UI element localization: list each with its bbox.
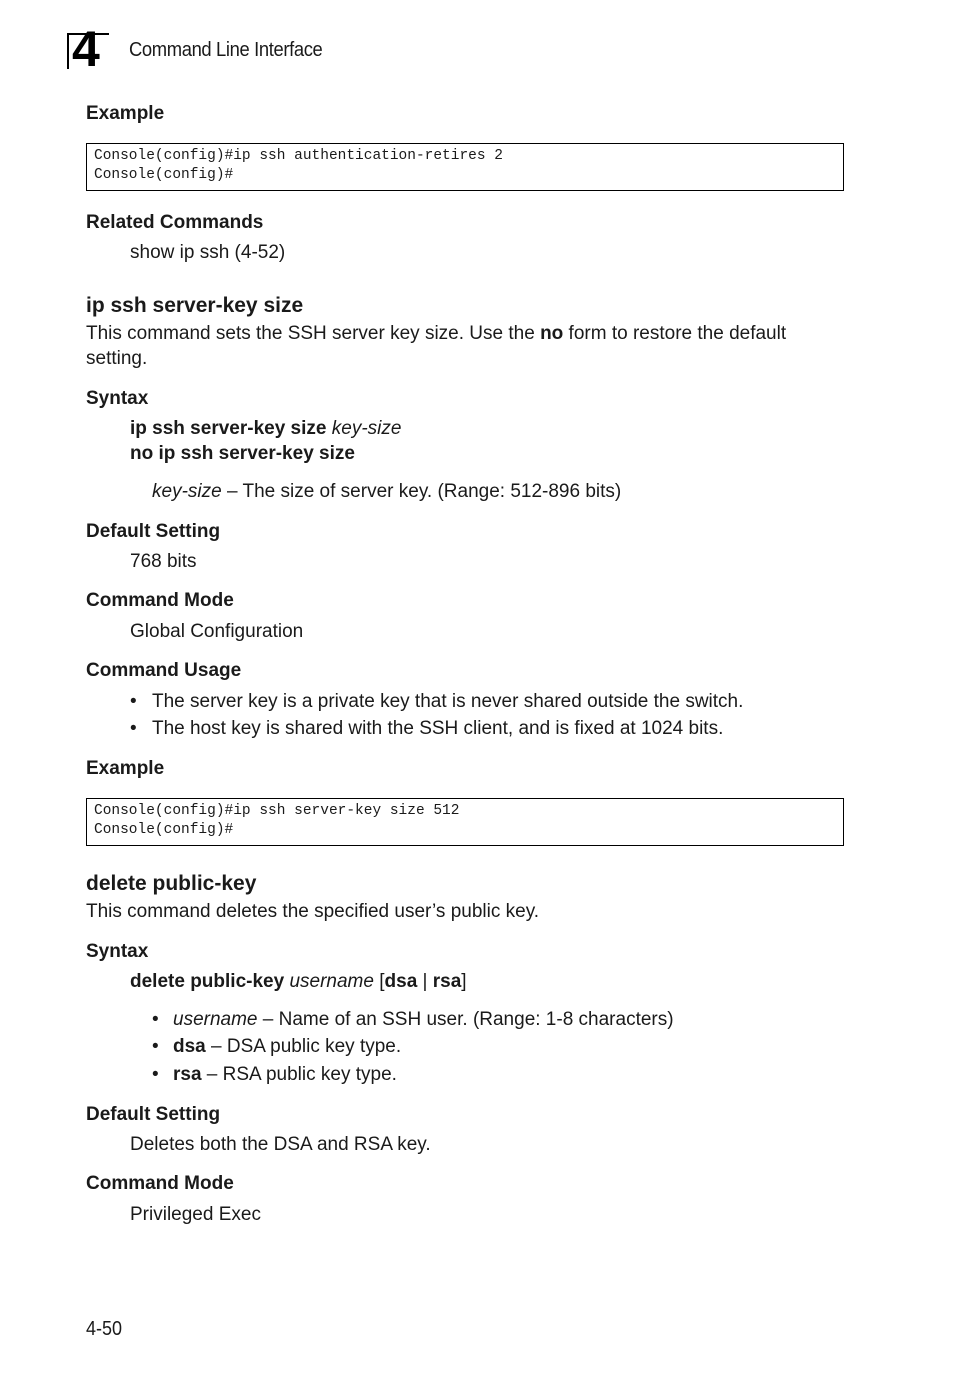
chapter-title: Command Line Interface <box>129 39 323 61</box>
desc-text: form to restore the default <box>563 323 787 344</box>
code-example-box <box>86 798 844 846</box>
related-commands-heading: Related Commands <box>86 212 264 233</box>
code-line: Console(config)# <box>94 822 234 838</box>
usage-item: The host key is shared with the SSH client, and is fixed at 1024 bits. <box>152 718 724 739</box>
chapter-number: 4 <box>72 21 100 77</box>
desc-text: This command sets the SSH server key size. Use the <box>86 323 541 344</box>
syntax-bracket: ] <box>461 971 467 992</box>
syntax-command: ip ssh server-key size <box>130 418 327 439</box>
default-setting-text: Deletes both the DSA and RSA key. <box>130 1134 431 1155</box>
parameter-name: key-size <box>152 481 222 502</box>
desc-keyword: no <box>540 323 564 344</box>
command-title: ip ssh server-key size <box>86 294 304 317</box>
default-setting-heading: Default Setting <box>86 1104 221 1125</box>
parameter-text: – DSA public key type. <box>205 1036 402 1057</box>
parameter-description <box>152 481 621 503</box>
command-mode-heading: Command Mode <box>86 590 234 611</box>
command-mode-text: Global Configuration <box>130 621 304 642</box>
parameter-text: – The size of server key. (Range: 512-896 bits) <box>221 481 622 502</box>
parameter-item <box>173 1036 401 1058</box>
syntax-parameter: username <box>289 971 374 992</box>
syntax-line <box>130 418 401 440</box>
usage-item: The server key is a private key that is never shared outside the switch. <box>152 691 744 712</box>
bullet: • <box>152 1064 159 1085</box>
page-number: 4-50 <box>86 1318 123 1340</box>
bullet: • <box>130 691 137 712</box>
command-title: delete public-key <box>86 872 257 895</box>
command-description: This command deletes the specified user’s public key. <box>86 901 540 922</box>
bullet: • <box>152 1009 159 1030</box>
syntax-bracket: [ <box>373 971 385 992</box>
parameter-name: rsa <box>173 1064 202 1085</box>
bullet: • <box>130 718 137 739</box>
parameter-item <box>173 1064 397 1086</box>
syntax-option-rsa: rsa <box>432 971 462 992</box>
parameter-name: dsa <box>173 1036 206 1057</box>
syntax-separator: | <box>417 971 433 992</box>
default-setting-heading: Default Setting <box>86 521 221 542</box>
syntax-line <box>130 971 467 993</box>
example-heading: Example <box>86 758 165 779</box>
code-example-box <box>86 143 844 191</box>
syntax-command: delete public-key <box>130 971 285 992</box>
command-usage-heading: Command Usage <box>86 660 242 681</box>
bullet: • <box>152 1036 159 1057</box>
code-line: Console(config)# <box>94 167 234 183</box>
syntax-heading: Syntax <box>86 941 149 962</box>
example-heading: Example <box>86 103 165 124</box>
command-mode-heading: Command Mode <box>86 1173 234 1194</box>
parameter-item <box>173 1009 674 1031</box>
syntax-no-line: no ip ssh server-key size <box>130 443 355 464</box>
code-line: Console(config)#ip ssh server-key size 512 <box>94 803 460 819</box>
command-description-line2: setting. <box>86 348 148 369</box>
command-mode-text: Privileged Exec <box>130 1204 261 1225</box>
syntax-parameter: key-size <box>331 418 402 439</box>
code-line: Console(config)#ip ssh authentication-retires 2 <box>94 148 503 164</box>
syntax-option-dsa: dsa <box>384 971 418 992</box>
parameter-name: username <box>173 1009 258 1030</box>
parameter-text: – RSA public key type. <box>201 1064 397 1085</box>
syntax-heading: Syntax <box>86 388 149 409</box>
command-description <box>86 323 786 345</box>
parameter-text: – Name of an SSH user. (Range: 1-8 characters) <box>257 1009 674 1030</box>
related-command-text: show ip ssh (4-52) <box>130 242 286 263</box>
default-setting-text: 768 bits <box>130 551 197 572</box>
